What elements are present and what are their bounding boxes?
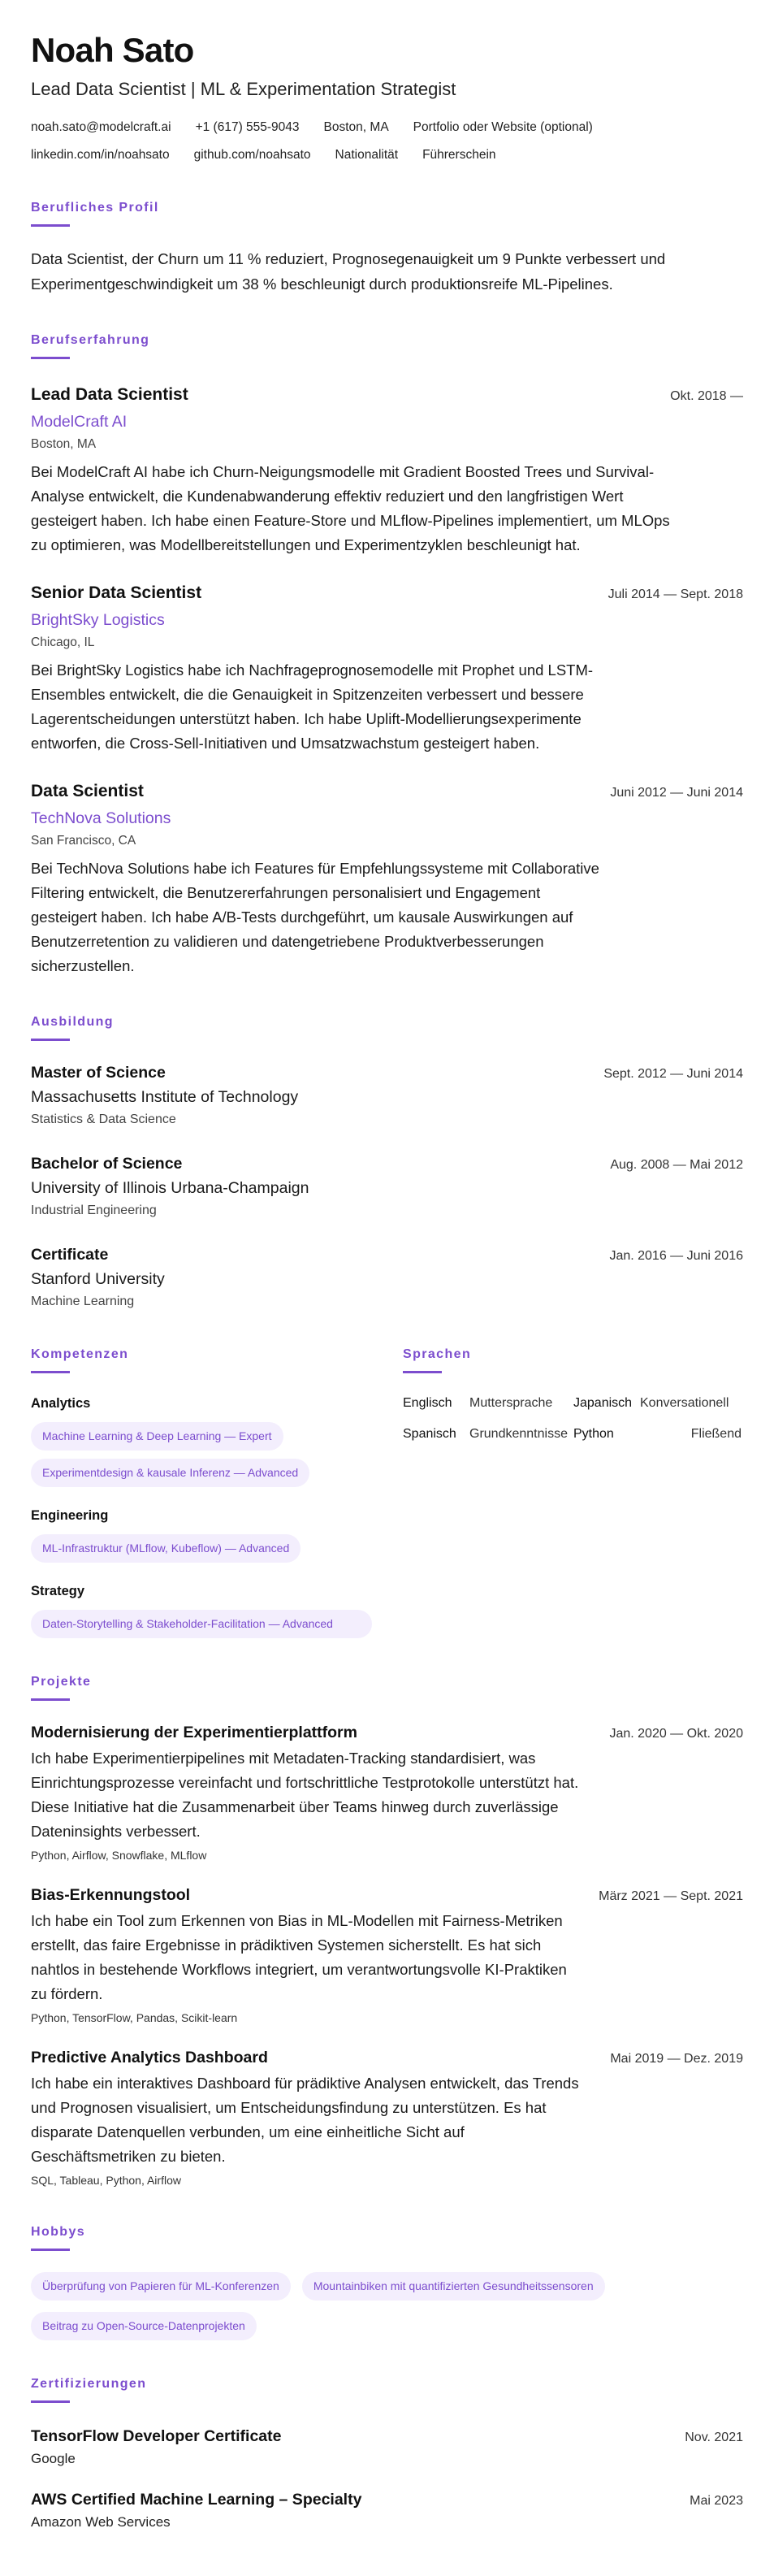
experience-section	[31, 332, 743, 978]
candidate-headline: Lead Data Scientist | ML & Experimentation Strategist	[31, 79, 456, 99]
job-location: Boston, MA	[31, 437, 97, 451]
language-level: Grundkenntnisse	[469, 1427, 568, 1441]
section-title: Zertifizierungen	[31, 2377, 147, 2391]
job-description: Bei ModelCraft AI habe ich Churn-Neigungsmodelle mit Gradient Boosted Trees und Survival-Analyse entwickelt, die Kundenabwanderung effektiv reduziert und den langfristigen Wert gesteigert haben. Ich habe einen Feature-Store und MLflow-Pipelines implementiert, um MLOps zu optimieren, was Modellbereitstellungen und Experimentzyklen beschleunigt hat.	[31, 463, 670, 553]
resume-header	[31, 31, 743, 164]
certification-date: Nov. 2021	[685, 2431, 743, 2444]
education-field: Industrial Engineering	[31, 1203, 157, 1217]
section-divider	[31, 1698, 70, 1701]
section-title: Berufliches Profil	[31, 201, 159, 215]
project-entry	[31, 1722, 743, 1863]
section-divider	[31, 224, 70, 227]
project-tech: SQL, Tableau, Python, Airflow	[31, 2174, 181, 2187]
education-section	[31, 1014, 743, 1311]
skill-group	[31, 1582, 372, 1638]
job-date: Okt. 2018 —	[670, 389, 743, 403]
project-description: Ich habe Experimentierpipelines mit Metadaten-Tracking standardisiert, was Einrichtungsprozesse vereinfacht und fortschrittliche Testprotokolle unterstützt hat. Diese Initiative hat die Zusammenarbeit über Teams hinweg durch zuverlässige Dateninsights verbessert.	[31, 1750, 579, 1840]
education-field: Machine Learning	[31, 1295, 135, 1308]
job-title: Data Scientist	[31, 782, 144, 800]
skill-group	[31, 1507, 372, 1563]
project-entry	[31, 1884, 743, 2026]
contact-github[interactable]: github.com/noahsato	[193, 148, 311, 162]
skill-group-title: Strategy	[31, 1584, 85, 1598]
hobby-tag: Überprüfung von Papieren für ML-Konferenzen	[31, 2272, 291, 2301]
certification-issuer: Amazon Web Services	[31, 2514, 171, 2530]
languages-section	[403, 1347, 742, 1638]
skills-section	[31, 1347, 372, 1638]
projects-section	[31, 1674, 743, 2188]
contact-email[interactable]: noah.sato@modelcraft.ai	[31, 120, 171, 134]
contact-phone[interactable]: +1 (617) 555-9043	[195, 120, 300, 134]
project-date: März 2021 — Sept. 2021	[599, 1889, 743, 1903]
job-entry	[31, 780, 743, 978]
project-title: Bias-Erkennungstool	[31, 1886, 191, 1904]
contact-nationality: Nationalität	[335, 148, 399, 162]
section-title: Hobbys	[31, 2225, 86, 2239]
job-description: Bei TechNova Solutions habe ich Features für Empfehlungssysteme mit Collaborative Filtering entwickelt, die Benutzererfahrungen personalisiert und Engagement gesteigert haben. Ich habe A/B-Tests durchgeführt, um kausale Auswirkungen auf Benutzerretention zu validieren und datengetriebene Produktverbesserungen sicherzustellen.	[31, 860, 599, 974]
profile-summary: Data Scientist, der Churn um 11 % reduziert, Prognosegenauigkeit um 9 Punkte verbessert und Experimentgeschwindigkeit um 38 % beschleunigt durch produktionsreife ML-Pipelines.	[31, 250, 666, 293]
hobby-tag: Beitrag zu Open-Source-Datenprojekten	[31, 2312, 257, 2340]
section-title: Sprachen	[403, 1347, 472, 1361]
section-divider	[403, 1371, 442, 1373]
education-date: Sept. 2012 — Juni 2014	[603, 1067, 743, 1081]
project-tech: Python, TensorFlow, Pandas, Scikit-learn	[31, 2011, 238, 2024]
candidate-name: Noah Sato	[31, 31, 194, 69]
project-date: Jan. 2020 — Okt. 2020	[609, 1727, 743, 1741]
project-entry	[31, 2047, 743, 2188]
hobbies-section	[31, 2224, 743, 2340]
project-description: Ich habe ein Tool zum Erkennen von Bias in ML-Modellen mit Fairness-Metriken erstellt, das faire Ergebnisse in prädiktiven Systemen sicherstellt. Es hat sich nahtlos in bestehende Workflows integriert, um verantwortungsvolle KI-Praktiken zu fördern.	[31, 1912, 567, 2002]
language-name: Englisch	[403, 1396, 452, 1410]
contact-license: Führerschein	[422, 148, 496, 162]
education-degree: Master of Science	[31, 1064, 166, 1082]
skills-languages-row	[31, 1347, 743, 1638]
education-entry	[31, 1244, 743, 1311]
skill-group-title: Analytics	[31, 1396, 91, 1411]
job-date: Juli 2014 — Sept. 2018	[608, 588, 743, 601]
job-location: San Francisco, CA	[31, 834, 136, 848]
skill-tag: Daten-Storytelling & Stakeholder-Facilitation — Advanced	[31, 1610, 372, 1638]
job-location: Chicago, IL	[31, 635, 95, 649]
education-school: Massachusetts Institute of Technology	[31, 1088, 299, 1106]
certifications-section	[31, 2376, 743, 2531]
section-title: Ausbildung	[31, 1015, 114, 1029]
job-title: Lead Data Scientist	[31, 385, 188, 404]
section-title: Projekte	[31, 1675, 92, 1689]
skill-tag: Machine Learning & Deep Learning — Expert	[31, 1422, 283, 1451]
education-date: Jan. 2016 — Juni 2016	[609, 1249, 743, 1263]
skill-group-title: Engineering	[31, 1508, 109, 1523]
profile-section	[31, 200, 743, 297]
section-divider	[31, 2249, 70, 2251]
certification-entry	[31, 2426, 743, 2468]
education-date: Aug. 2008 — Mai 2012	[610, 1158, 743, 1172]
certification-entry	[31, 2489, 743, 2531]
section-divider	[31, 2400, 70, 2403]
contact-portfolio[interactable]: Portfolio oder Website (optional)	[413, 120, 593, 134]
hobby-list	[31, 2272, 697, 2340]
language-level: Konversationell	[640, 1396, 729, 1410]
language-level: Fließend	[690, 1427, 742, 1441]
education-field: Statistics & Data Science	[31, 1112, 176, 1126]
language-level: Muttersprache	[469, 1396, 553, 1410]
project-title: Predictive Analytics Dashboard	[31, 2049, 268, 2066]
job-date: Juni 2012 — Juni 2014	[610, 786, 743, 800]
job-entry	[31, 384, 743, 557]
education-entry	[31, 1062, 743, 1129]
project-date: Mai 2019 — Dez. 2019	[610, 2052, 743, 2066]
language-name: Spanisch	[403, 1427, 456, 1441]
certification-issuer: Google	[31, 2451, 76, 2466]
section-divider	[31, 1371, 70, 1373]
job-company: ModelCraft AI	[31, 413, 128, 431]
contact-list	[31, 119, 697, 164]
skill-group	[31, 1394, 372, 1487]
job-company: TechNova Solutions	[31, 809, 171, 827]
job-entry	[31, 582, 743, 756]
contact-location: Boston, MA	[323, 120, 389, 134]
education-degree: Certificate	[31, 1246, 109, 1264]
project-tech: Python, Airflow, Snowflake, MLflow	[31, 1849, 207, 1862]
hobby-tag: Mountainbiken mit quantifizierten Gesundheitssensoren	[302, 2272, 605, 2301]
section-divider	[31, 1039, 70, 1041]
section-divider	[31, 357, 70, 359]
education-school: Stanford University	[31, 1270, 165, 1288]
job-description: Bei BrightSky Logistics habe ich Nachfrageprognosemodelle mit Prophet und LSTM-Ensembles entwickelt, die die Genauigkeit in Spitzenzeiten verbessert und bessere Lagerentscheidungen unterstützt haben. Ich habe Uplift-Modellierungsexperimente entworfen, die Cross-Sell-Initiativen und Umsatzwachstum gesteigert haben.	[31, 661, 594, 752]
certification-name: AWS Certified Machine Learning – Specialty	[31, 2491, 362, 2509]
skill-tag: ML-Infrastruktur (MLflow, Kubeflow) — Advanced	[31, 1534, 301, 1563]
education-degree: Bachelor of Science	[31, 1155, 183, 1173]
skill-tag: Experimentdesign & kausale Inferenz — Advanced	[31, 1459, 309, 1487]
section-title: Berufserfahrung	[31, 333, 150, 347]
contact-linkedin[interactable]: linkedin.com/in/noahsato	[31, 148, 170, 162]
certification-date: Mai 2023	[690, 2494, 743, 2508]
education-school: University of Illinois Urbana-Champaign	[31, 1179, 309, 1197]
project-description: Ich habe ein interaktives Dashboard für prädiktive Analysen entwickelt, das Trends und Prognosen visualisiert, um Entscheidungsfindung zu unterstützen. Es hat disparate Datenquellen verbunden, um eine einheitliche Sicht auf Geschäftsmetriken zu bieten.	[31, 2075, 579, 2165]
job-title: Senior Data Scientist	[31, 583, 202, 602]
language-name: Japanisch	[573, 1396, 633, 1410]
project-title: Modernisierung der Experimentierplattform	[31, 1724, 357, 1741]
language-list	[403, 1394, 742, 1443]
language-name: Python	[573, 1427, 614, 1441]
job-company: BrightSky Logistics	[31, 611, 165, 629]
certification-name: TensorFlow Developer Certificate	[31, 2427, 282, 2445]
education-entry	[31, 1153, 743, 1220]
section-title: Kompetenzen	[31, 1347, 129, 1361]
